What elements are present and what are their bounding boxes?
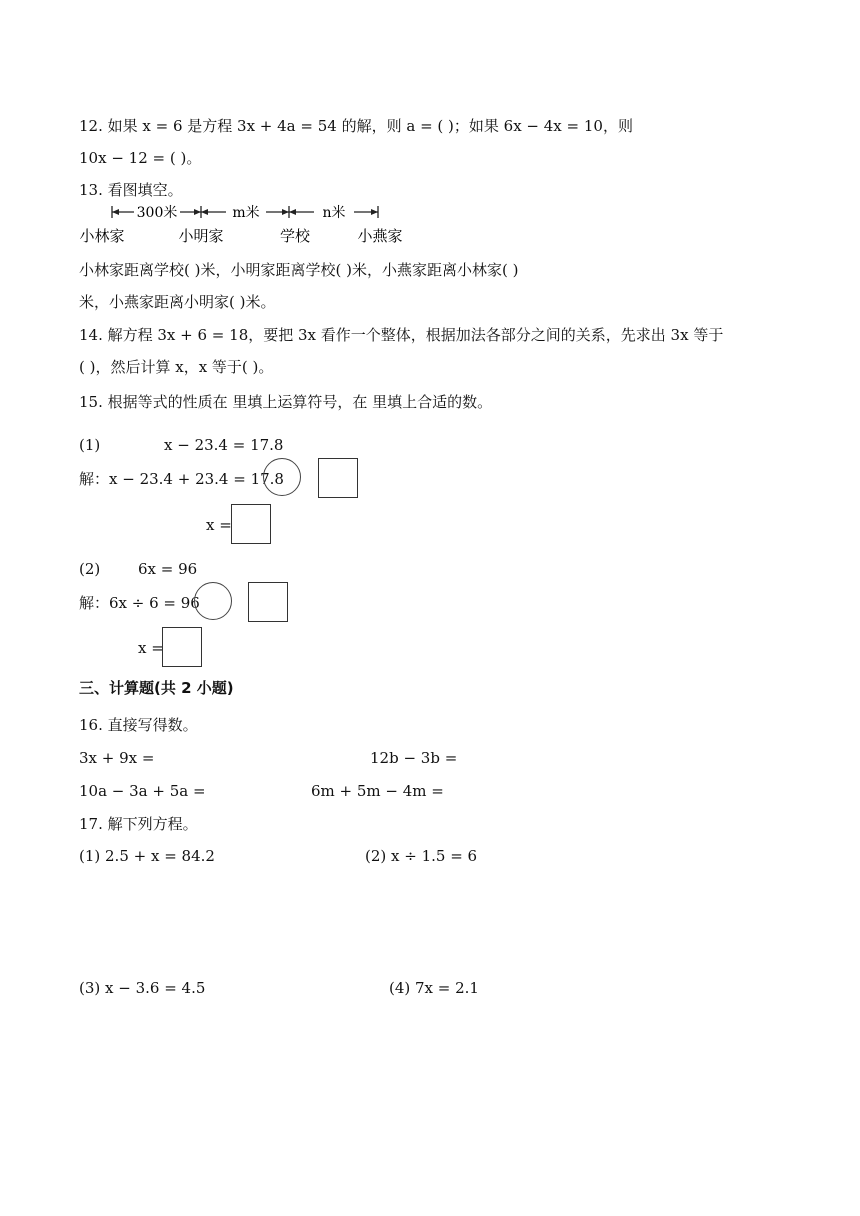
q12-line1: 12. 如果 x = 6 是方程 3x + 4a = 54 的解，则 a = ( )；如果 6x − 4x = 10，则: [79, 117, 633, 135]
arrow-left-1: [112, 209, 119, 215]
arrow-right-2: [282, 209, 289, 215]
q17-item-1: (1) 2.5 + x = 84.2: [79, 847, 215, 865]
answer-box-2[interactable]: [162, 627, 202, 667]
q15-p2-equation: 6x = 96: [138, 560, 198, 578]
arrow-right-1: [194, 209, 201, 215]
q16-item-4: 6m + 5m − 4m =: [311, 782, 444, 800]
place-xiaolin: 小林家: [79, 227, 125, 245]
arrow-right-3: [371, 209, 378, 215]
q15-p2-solve: 解：6x ÷ 6 = 96: [79, 594, 200, 612]
section-3-title: 三、计算题(共 2 小题): [79, 679, 234, 697]
number-box-1[interactable]: [318, 458, 358, 498]
answer-box-1[interactable]: [231, 504, 271, 544]
q13-line2: 米，小燕家距离小明家( )米。: [79, 293, 276, 311]
operator-circle-1[interactable]: [263, 458, 301, 496]
q14-line1: 14. 解方程 3x + 6 = 18，要把 3x 看作一个整体，根据加法各部分之间的关系，先求出 3x 等于: [79, 326, 724, 344]
q17-title: 17. 解下列方程。: [79, 815, 198, 833]
q17-item-3: (3) x − 3.6 = 4.5: [79, 979, 206, 997]
operator-circle-2[interactable]: [194, 582, 232, 620]
q15-p1-label: (1): [79, 436, 101, 454]
q15-p2-label: (2): [79, 560, 101, 578]
seg1-label: 300米: [136, 205, 178, 221]
q15-p1-x: x =: [206, 516, 232, 534]
number-box-2[interactable]: [248, 582, 288, 622]
q15-p1-equation: x − 23.4 = 17.8: [164, 436, 284, 454]
q15-p1-solve: 解：x − 23.4 + 23.4 = 17.8: [79, 470, 284, 488]
q17-item-2: (2) x ÷ 1.5 = 6: [365, 847, 478, 865]
q14-line2: ( )，然后计算 x，x 等于( )。: [79, 358, 274, 376]
q15-title: 15. 根据等式的性质在 里填上运算符号，在 里填上合适的数。: [79, 393, 493, 411]
q12-line2: 10x − 12 = ( )。: [79, 149, 202, 167]
q16-item-2: 12b − 3b =: [370, 749, 458, 767]
q13-line1: 小林家距离学校( )米，小明家距离学校( )米，小燕家距离小林家( ): [79, 261, 519, 279]
q16-item-3: 10a − 3a + 5a =: [79, 782, 206, 800]
distance-diagram: [76, 198, 416, 248]
seg3-label: n米: [322, 205, 346, 221]
place-xiaoyan: 小燕家: [357, 227, 403, 245]
q16-item-1: 3x + 9x =: [79, 749, 155, 767]
place-xiaoming: 小明家: [178, 227, 224, 245]
seg2-label: m米: [232, 205, 260, 221]
arrow-left-2: [201, 209, 208, 215]
place-school: 学校: [279, 227, 311, 245]
arrow-left-3: [289, 209, 296, 215]
q13-title: 13. 看图填空。: [79, 181, 183, 199]
q17-item-4: (4) 7x = 2.1: [389, 979, 479, 997]
q15-p2-x: x =: [138, 639, 164, 657]
q16-title: 16. 直接写得数。: [79, 716, 198, 734]
